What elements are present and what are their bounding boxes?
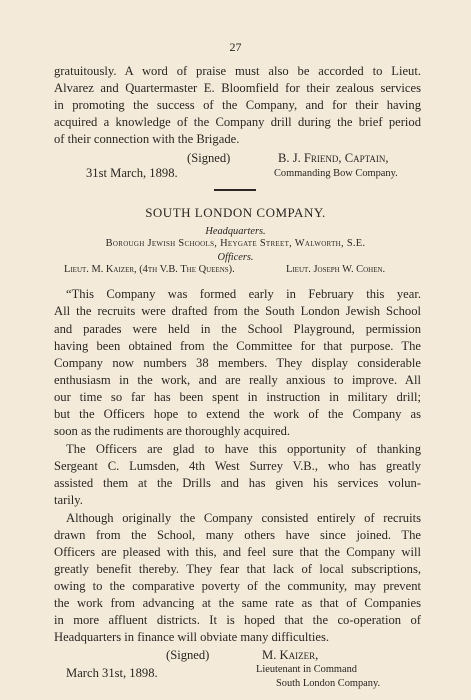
text-line: and parades were held in the School Playground, permission <box>54 322 421 336</box>
text-line: gratuitously. A word of praise must also be accorded to Lieut. <box>54 64 421 78</box>
headquarters-address: Borough Jewish Schools, Heygate Street, Walworth, S.E. <box>105 238 366 249</box>
divider-rule <box>214 189 256 191</box>
signatory-role: South London Company. <box>276 678 381 689</box>
text-line: in more affluent districts. It is hoped that the co-operation of <box>54 613 421 627</box>
text-line: Headquarters in finance will obviate many difficulties. <box>54 630 329 644</box>
text-line: of their connection with the Brigade. <box>54 132 240 146</box>
signature-date: March 31st, 1898. <box>66 666 158 680</box>
text-line: the work from advancing at the same rate as that of Companies <box>54 596 421 610</box>
text-line: owing to the comparative poverty of the community, may prevent <box>54 579 421 593</box>
text-line: assisted them at the Drills and has given his services volun- <box>54 476 421 490</box>
text-line: greatly benefit thereby. They fear that lack of local subscriptions, <box>54 562 421 576</box>
signed-label: (Signed) <box>187 151 231 165</box>
officer-entry: Lieut. Joseph W. Cohen. <box>286 264 386 275</box>
text-line: having been obtained from the Committee for that purpose. The <box>54 339 421 353</box>
text-line: our time so far has been spent in instruction in military drill; <box>54 390 421 404</box>
signatory-role: Commanding Bow Company. <box>274 168 398 179</box>
text-line: acquired a knowledge of the Company drill during the brief period <box>54 115 421 129</box>
signature-date: 31st March, 1898. <box>86 166 178 180</box>
text-line: Company now numbers 38 members. They display considerable <box>54 356 421 370</box>
text-line: Sergeant C. Lumsden, 4th West Surrey V.B., who has greatly <box>54 459 421 473</box>
officer-entry: Lieut. M. Kaizer, (4th V.B. The Queens). <box>64 264 235 275</box>
signatory-name: M. Kaizer, <box>262 648 319 662</box>
text-line: Officers are pleased with this, and feel sure that the Company will <box>54 545 421 559</box>
officers-label: Officers. <box>217 252 254 263</box>
text-line: The Officers are glad to have this opportunity of thanking <box>66 442 421 456</box>
page-number: 27 <box>229 40 242 54</box>
text-line: “This Company was formed early in February this year. <box>66 287 421 301</box>
text-line: in promoting the success of the Company, and for their having <box>54 98 421 112</box>
headquarters-label: Headquarters. <box>205 226 266 237</box>
text-line: All the recruits were drafted from the South London Jewish School <box>54 304 421 318</box>
text-line: Although originally the Company consisted entirely of recruits <box>66 511 421 525</box>
text-line: but the Officers hope to extend the work of the Company as <box>54 407 421 421</box>
text-line: soon as the rudiments are thoroughly acquired. <box>54 424 291 438</box>
section-title: SOUTH LONDON COMPANY. <box>145 205 326 220</box>
text-line: enthusiasm in the work, and are really anxious to improve. All <box>54 373 421 387</box>
text-line: tarily. <box>54 493 83 507</box>
signatory-name: B. J. Friend, Captain, <box>278 151 389 165</box>
text-line: Alvarez and Quartermaster E. Bloomfield for their zealous services <box>54 81 421 95</box>
signatory-role: Lieutenant in Command <box>256 664 357 675</box>
text-line: drawn from the School, many others have since joined. The <box>54 528 421 542</box>
signed-label: (Signed) <box>166 648 210 662</box>
